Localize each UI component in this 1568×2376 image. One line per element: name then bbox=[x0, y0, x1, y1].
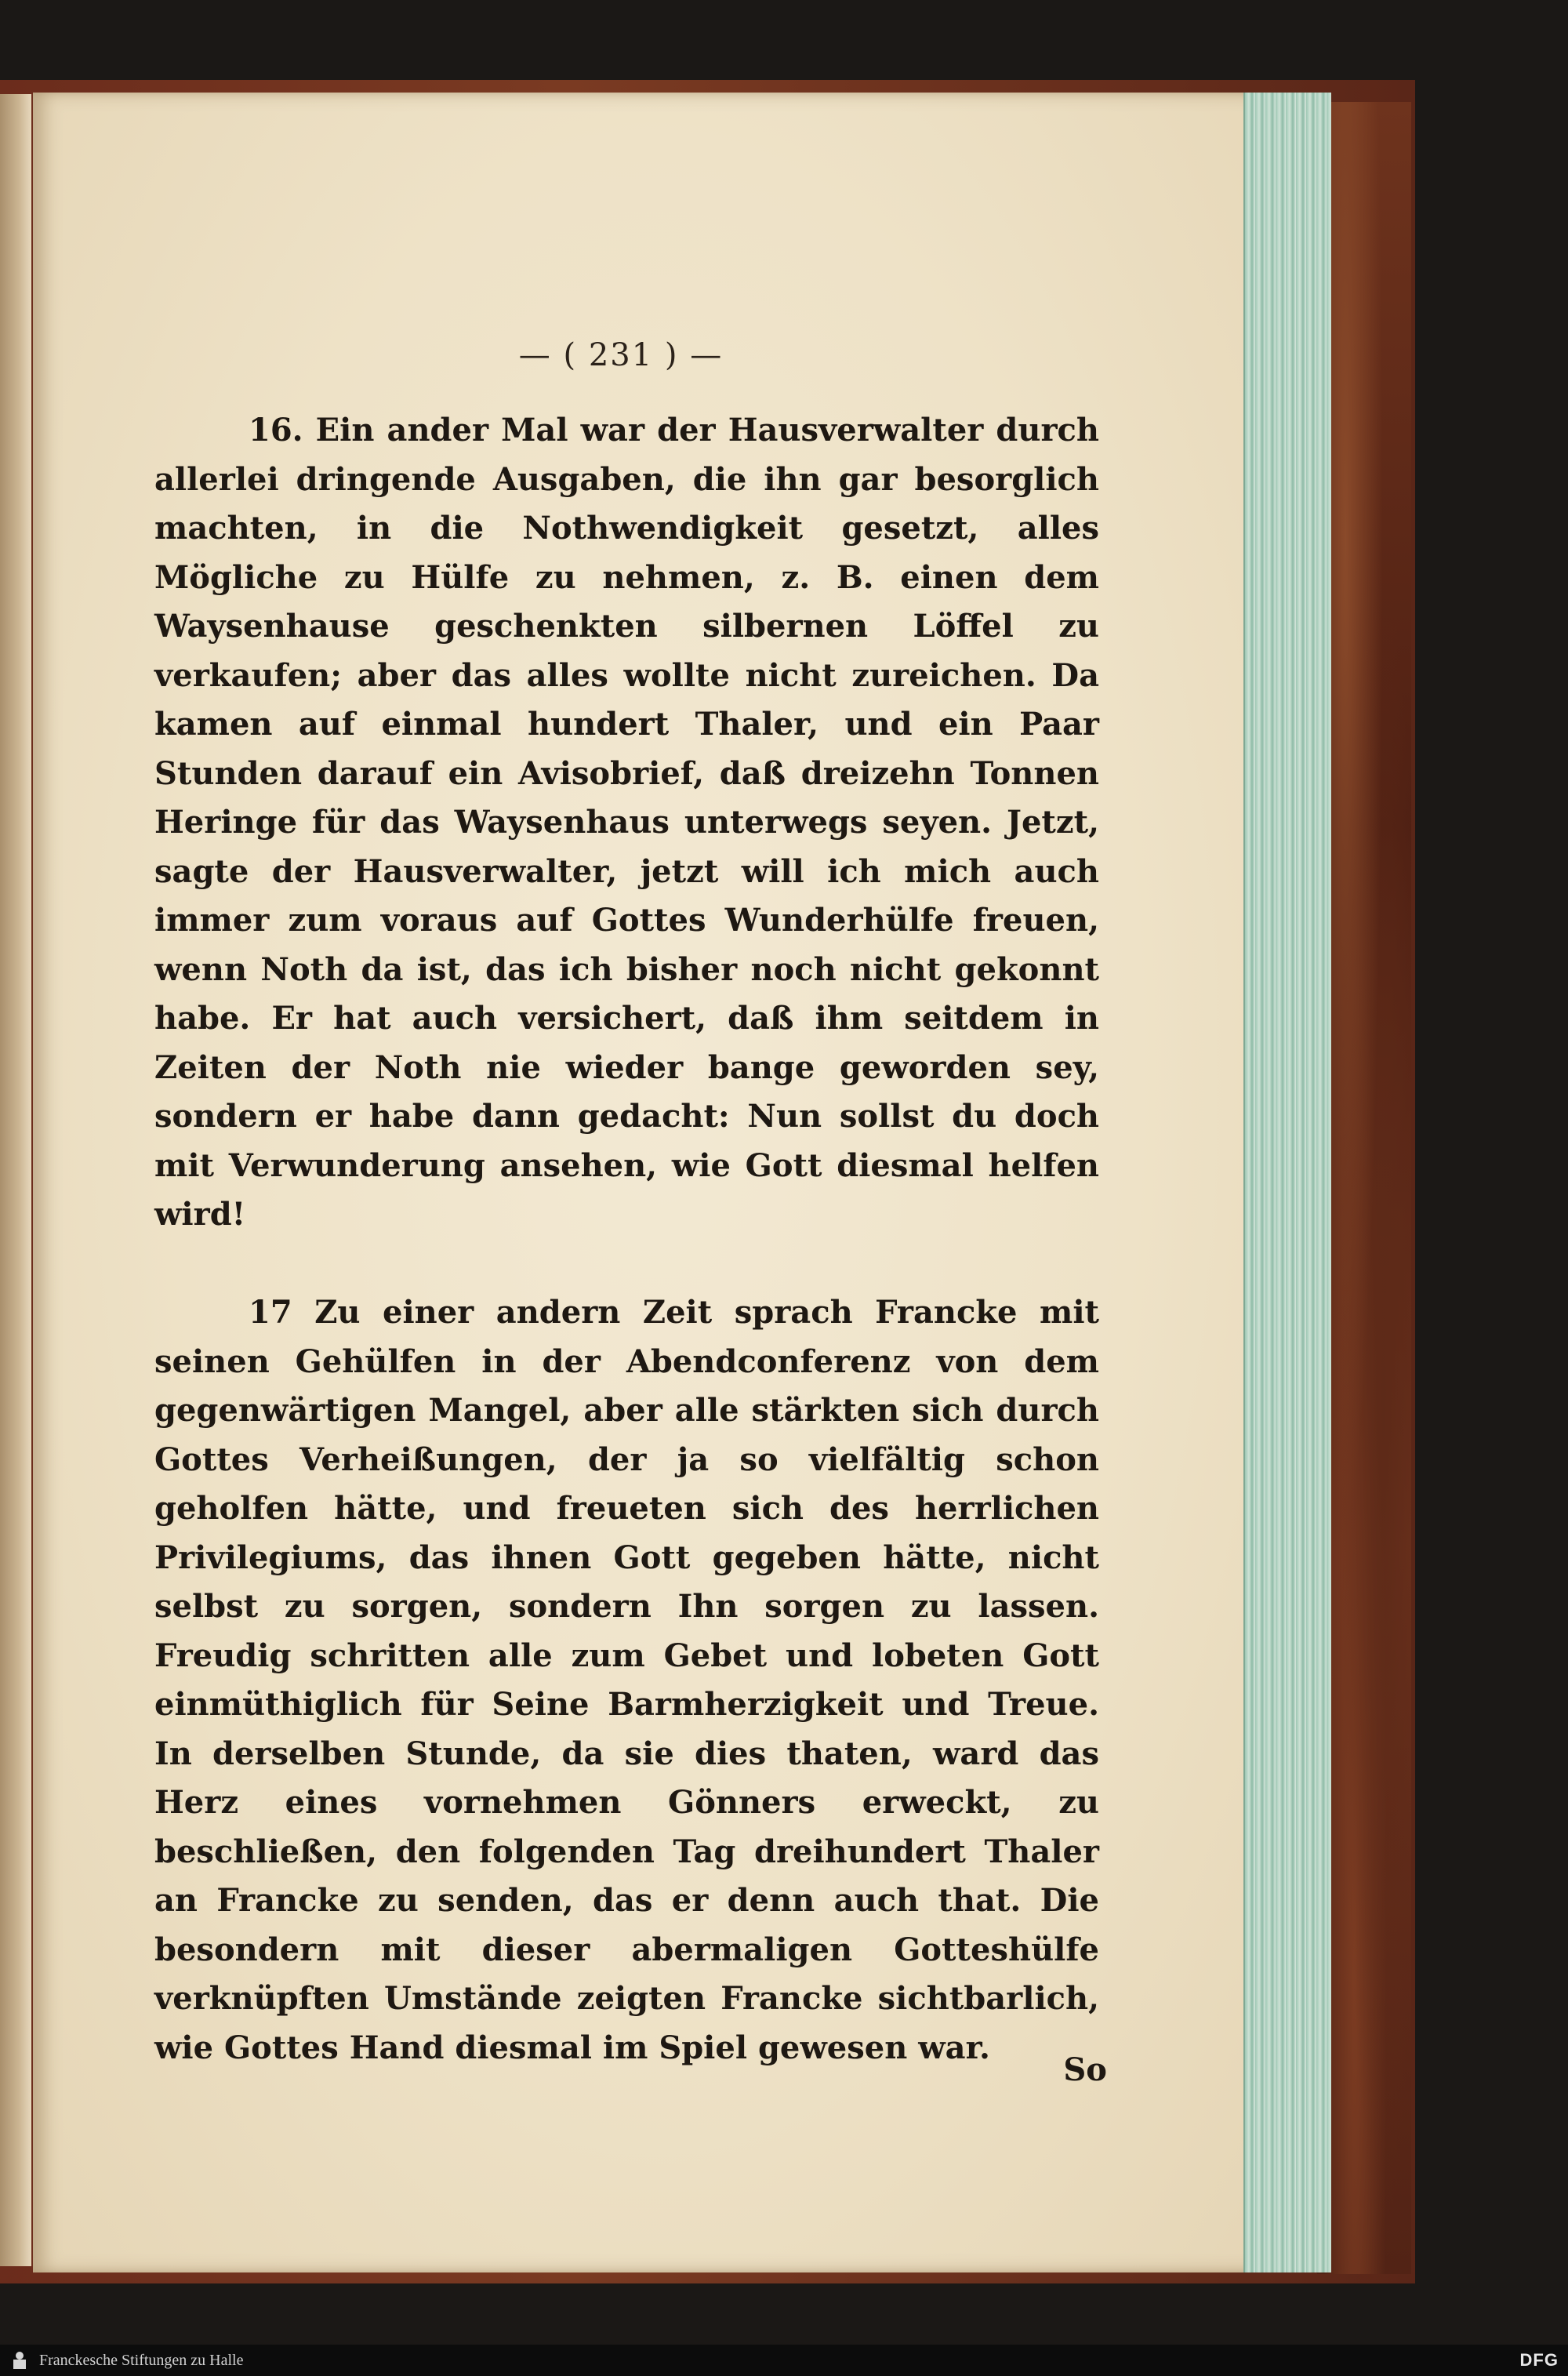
foundation-logo-icon bbox=[11, 2350, 28, 2371]
paragraph-16: 16. Ein ander Mal war der Hausverwalter durch allerlei dringende Ausgaben, die ihn gar besorglich machten, in die Nothwendigkeit gesetzt, alles Mögliche zu Hülfe zu nehmen, z. B. einen dem Waysenhause geschenkten silbernen Löffel zu verkaufen; aber das alles wollte nicht zureichen. Da kamen auf einmal hundert Thaler, und ein Paar Stunden darauf ein Avisobrief, daß dreizehn Tonnen Heringe für das Waysenhaus unterwegs seyen. Jetzt, sagte der Hausverwalter, jetzt will ich mich auch immer zum voraus auf Gottes Wunderhülfe freuen, wenn Noth da ist, das ich bisher noch nicht gekonnt habe. Er hat auch versichert, daß ihm seitdem in Zeiten der Noth nie wieder bange geworden sey, sondern er habe dann gedacht: Nun sollst du doch mit Verwunderung ansehen, wie Gott diesmal helfen wird! bbox=[154, 412, 1099, 1233]
institution-label: Franckesche Stiftungen zu Halle bbox=[39, 2351, 244, 2369]
book-page bbox=[33, 93, 1278, 2272]
footer-left bbox=[0, 2350, 243, 2371]
page-edges-fore-edge bbox=[1243, 93, 1331, 2272]
page-header: — ( 231 ) — bbox=[518, 337, 724, 373]
dfg-logo: DFG bbox=[1519, 2350, 1559, 2370]
left-page-edge bbox=[0, 94, 31, 2266]
page-body bbox=[154, 406, 1099, 2073]
catchword: So bbox=[1063, 2051, 1107, 2088]
marbled-cover-board bbox=[1317, 102, 1411, 2274]
footer-bar bbox=[0, 2345, 1568, 2376]
paragraph-17: 17 Zu einer andern Zeit sprach Francke mit seinen Gehülfen in der Abendconferenz von dem gegenwärtigen Mangel, aber alle stärkten sich durch Gottes Verheißungen, der ja so vielfältig schon geholfen hätte, und freueten sich des herrlichen Privilegiums, das ihnen Gott gegeben hätte, nicht selbst zu sorgen, sondern Ihn sorgen zu lassen. Freudig schritten alle zum Gebet und lobeten Gott einmüthiglich für Seine Barmherzigkeit und Treue. In derselben Stunde, da sie dies thaten, ward das Herz eines vornehmen Gönners erweckt, zu beschließen, den folgenden Tag dreihundert Thaler an Francke zu senden, das er denn auch that. Die besondern mit dieser abermaligen Gotteshülfe verknüpften Umstände zeigten Francke sichtbarlich, wie Gottes Hand diesmal im Spiel gewesen war. bbox=[154, 1294, 1099, 2066]
